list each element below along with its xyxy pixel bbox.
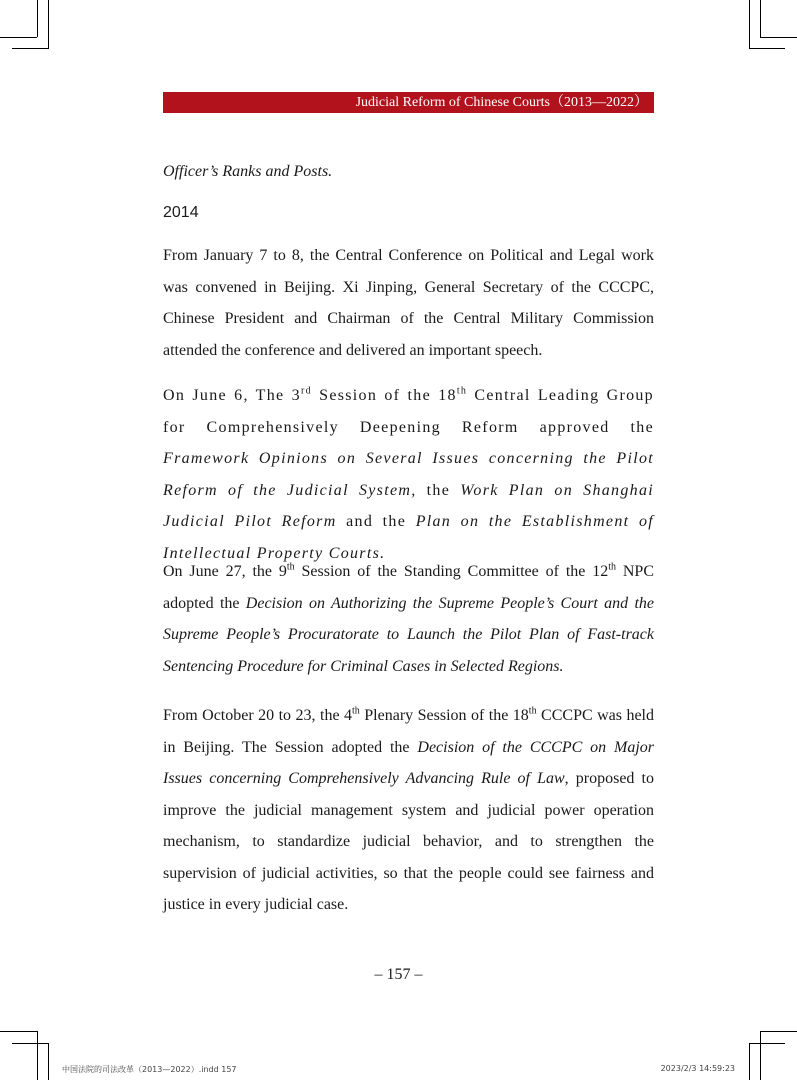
crop-mark (12, 1043, 48, 1044)
text-run: , proposed to improve the judicial management system and judicial power operation mechanism, to standardize judicial behavior, and to strengthen the supervision of judicial activities, so that the people could see fairness and justice in every judicial case. (163, 770, 654, 913)
crop-mark (48, 1043, 49, 1080)
superscript: th (608, 561, 617, 573)
intro-text: Officer’s Ranks and Posts. (163, 163, 333, 180)
text-run: the (416, 481, 461, 499)
text-run: From October 20 to 23, the 4 (163, 707, 353, 724)
paragraph-2-text (163, 380, 654, 569)
text-run: On June 6, The 3 (163, 387, 301, 404)
crop-mark (749, 1043, 785, 1044)
text-run: Plenary Session of the 18 (359, 707, 529, 724)
page-number: – 157 – (374, 966, 423, 983)
crop-mark (749, 1043, 750, 1080)
crop-mark (12, 48, 48, 49)
crop-mark (749, 0, 750, 49)
text-run: On June 27, the 9 (163, 563, 287, 580)
italic-title: Work Plan on Shanghai Judicial Pilot Reform (163, 481, 654, 530)
text-run: and the (336, 513, 416, 530)
italic-title: Decision of the CCCPC on Major Issues concerning Comprehensively Advancing Rule of Law (163, 738, 655, 787)
superscript: rd (300, 385, 312, 397)
crop-mark (37, 0, 38, 37)
print-slug-filename: 中国法院的司法改革（2013—2022）.indd 157 (62, 1065, 237, 1074)
superscript: th (528, 705, 537, 717)
text-run: Session of the Standing Committee of the 12 (294, 563, 609, 580)
crop-mark (48, 0, 49, 49)
text-run: Session of the 18 (311, 387, 457, 404)
superscript: th (456, 385, 468, 397)
crop-mark (760, 1031, 761, 1080)
paragraph-4-text (163, 700, 654, 921)
crop-mark (0, 37, 37, 38)
superscript: th (286, 561, 295, 573)
paragraph-3-text (163, 556, 654, 682)
running-header: Judicial Reform of Chinese Courts（2013—2022） (163, 92, 654, 113)
text-run: NPC adopted the (163, 563, 655, 612)
crop-mark (760, 1031, 797, 1032)
crop-mark (749, 48, 785, 49)
superscript: th (352, 705, 360, 717)
italic-title: Framework Opinions on Several Issues concerning the Pilot Reform of the Judicial System, (163, 450, 654, 499)
crop-mark (0, 1031, 37, 1032)
paragraph-1-text: From January 7 to 8, the Central Conference on Political and Legal work was convened in Beijing. Xi Jinping, General Secretary of the CCCPC, Chinese President and Chairman of the Central Military Commission attended the conference and delivered an important speech. (163, 247, 654, 359)
crop-mark (760, 37, 797, 38)
crop-mark (37, 1031, 38, 1080)
crop-mark (760, 0, 761, 37)
print-slug-timestamp: 2023/2/3 14:59:23 (660, 1064, 735, 1073)
italic-title: Decision on Authorizing the Supreme People’s Court and the Supreme People’s Procuratorate to Launch the Pilot Plan of Fast-track Sentencing Procedure for Criminal Cases in Selected Regions. (163, 594, 654, 675)
year-heading: 2014 (163, 204, 199, 221)
text-run: CCCPC was held in Beijing. The Session adopted the (163, 707, 654, 756)
italic-title: Plan on the Establishment of Intellectual Property Courts. (163, 513, 654, 562)
text-run: Central Leading Group for Comprehensively Deepening Reform approved the (163, 387, 654, 436)
